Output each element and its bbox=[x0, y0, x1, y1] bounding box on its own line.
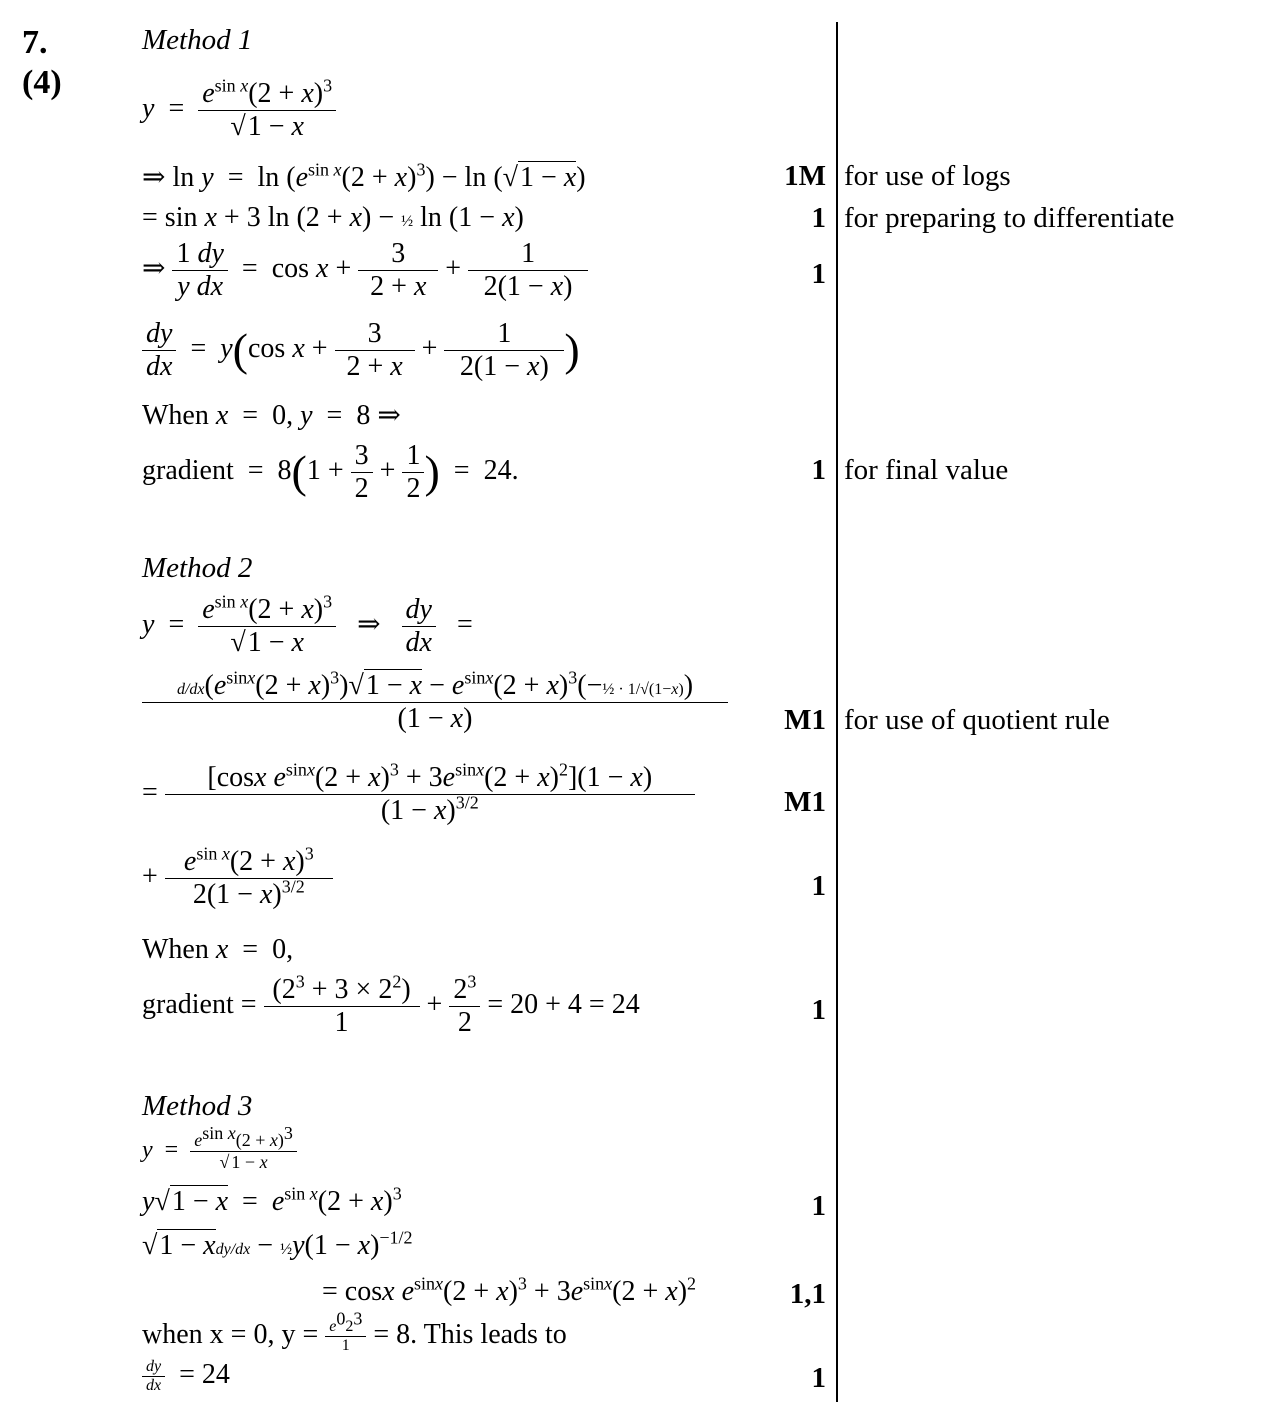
method2-gradient-tail: = 20 + 4 = 24 bbox=[487, 988, 640, 1020]
mark-m3-final: 1 bbox=[811, 1362, 826, 1394]
method1-y-definition: y = $\frac{e^{sin x}(2 + x)^3}{√1 - x}$ bbox=[142, 78, 336, 143]
method2-when-line: When x = 0, bbox=[142, 934, 294, 965]
method1-dydx-line: $\frac{dy}{dx}$ = y(cos x + $\frac{3}{2 + x}$ + $\frac{1}{2(1 - x)}$ ) bbox=[142, 318, 580, 383]
comment-final-value: for final value bbox=[844, 454, 1009, 486]
method3-y-definition: y = $\frac{\text{esin x(2 + x)3}}{√ 1 - x}$ bbox=[142, 1130, 297, 1173]
mark-m2-second-term: 1 bbox=[811, 870, 826, 902]
method3-rearranged: $y√1 - x = e^{sin x}(2 + x)^3$ bbox=[142, 1183, 402, 1217]
method1-log-line: ⇒ $\ln y = \ln (e^{sin x}(2 + x)^3) - \ln (√1 - x)$ bbox=[142, 159, 586, 193]
comment-quotient-rule: for use of quotient rule bbox=[844, 704, 1110, 736]
mark-m2-simplify: M1 bbox=[784, 786, 826, 818]
method3-sub-tail: = 8. This leads to bbox=[373, 1318, 567, 1350]
method3-substitution: when x = 0, y = $\frac{e023}{1}$ = 8. This leads to bbox=[142, 1308, 567, 1354]
method3-sub-text: when x = 0, y = bbox=[142, 1318, 319, 1350]
method3-final: $\frac{dy}{dx}$ = 24 bbox=[142, 1358, 230, 1395]
method3-lhs-derivative: √1 − xdy/dx − ½y(1 − x)$^{-1/2}$ bbox=[142, 1227, 413, 1261]
method1-differentiate-line: ⇒ $\frac{1 dy}{\text{y dx}}$ = cos x + $\frac{3}{2 + x}$ + $\frac{1}{2(1 - x)}$ bbox=[142, 238, 588, 303]
mark-m1-differentiate: 1 bbox=[811, 258, 826, 290]
mark-m1-logs: 1M bbox=[784, 160, 826, 192]
method2-quotient-rule: $\frac{d/dx(e^{sinx}(2 + x)^3)√1 - x - e^{sinx}(2 + x)^3(-\frac{1}{2} \cdot 1/√(1-x))}{(1 - x)}$ bbox=[142, 670, 728, 735]
question-number: 7. bbox=[22, 24, 48, 61]
comment-use-of-logs: for use of logs bbox=[844, 160, 1011, 192]
question-total-marks: (4) bbox=[22, 64, 62, 101]
method2-simplified-second: + $\frac{e^{sin x}(2 + x)^3}{2(1 - x)^{3/2}}$ bbox=[142, 846, 333, 911]
margin-divider bbox=[836, 22, 838, 1402]
mark-m3-differentiate: 1,1 bbox=[789, 1278, 826, 1310]
mark-m2-quotient: M1 bbox=[784, 704, 826, 736]
method3-rhs-derivative: = cosx $e^{sinx}(2 + x)^3 + 3e^{sinx}(2 + x)^2$ bbox=[322, 1273, 697, 1307]
mark-m1-prepare: 1 bbox=[811, 202, 826, 234]
mark-m2-final: 1 bbox=[811, 994, 826, 1026]
method2-simplified-first: = $\frac{[\cos x e^{sinx}(2 + x)^3 + 3e^{sinx}(2 + x)^2](1 - x)}{(1 - x)^{3/2}}$ bbox=[142, 762, 695, 827]
mark-m1-final: 1 bbox=[811, 454, 826, 486]
mark-m3-rearrange: 1 bbox=[811, 1190, 826, 1222]
method1-gradient-line: gradient = 8(1 + $\frac{3}{2}$ + $\frac{1}{2}$ ) = 24. bbox=[142, 440, 519, 504]
method2-y-definition: y = $\frac{e^{sin x}(2 + x)^3}{√1 - x}$ ⇒ $\frac{dy}{dx}$ = bbox=[142, 591, 473, 658]
method1-expand-line: = sin x + 3 ln (2 + x) − ½ ln (1 − x) bbox=[142, 202, 524, 233]
comment-preparing-differentiate: for preparing to differentiate bbox=[844, 202, 1175, 234]
method1-title: Method 1 bbox=[142, 24, 253, 56]
method2-title: Method 2 bbox=[142, 552, 253, 584]
method3-title: Method 3 bbox=[142, 1090, 253, 1122]
method1-when-line: When x = 0, y = 8 ⇒ bbox=[142, 400, 401, 431]
method2-gradient-line: gradient = $\frac{(2^3 + 3 \times 2^2)}{1}$ + $\frac{2^3}{2}$ = 20 + 4 = 24 bbox=[142, 971, 640, 1038]
method3-final-value: = 24 bbox=[179, 1358, 230, 1390]
